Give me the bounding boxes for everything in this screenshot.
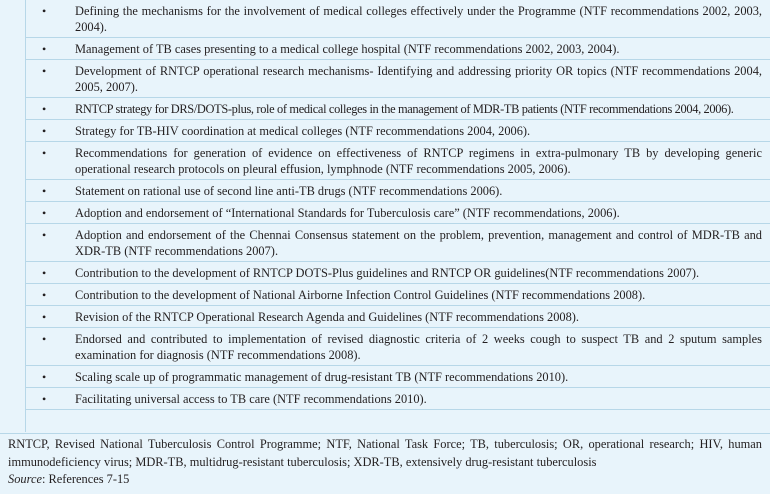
- gutter-rule: [0, 0, 26, 432]
- item-text: Adoption and endorsement of “International Standards for Tuberculosis care” (NTF recommendations, 2006).: [75, 206, 620, 220]
- bullet-icon: •: [42, 392, 47, 406]
- item-text: RNTCP strategy for DRS/DOTS-plus, role of medical colleges in the management of MDR-TB patients (NTF recommendations 2004, 2006).: [75, 102, 734, 116]
- item-text: Contribution to the development of RNTCP DOTS-Plus guidelines and RNTCP OR guidelines(NTF recommendations 2007).: [75, 266, 700, 280]
- bullet-icon: •: [42, 146, 47, 160]
- list-item: [25, 120, 770, 142]
- source-label: Source: [8, 472, 42, 486]
- list-item: [25, 180, 770, 202]
- item-text: Management of TB cases presenting to a medical college hospital (NTF recommendations 2002, 2003, 2004).: [75, 42, 620, 56]
- bullet-icon: •: [42, 124, 47, 138]
- list-item: [25, 388, 770, 410]
- item-text: Strategy for TB-HIV coordination at medical colleges (NTF recommendations 2004, 2006).: [75, 124, 531, 138]
- bullet-icon: •: [42, 266, 47, 280]
- item-text: Scaling scale up of programmatic management of drug-resistant TB (NTF recommendations 2010).: [75, 370, 569, 384]
- bullet-icon: •: [42, 310, 47, 324]
- item-text: Recommendations for generation of evidence on effectiveness of RNTCP regimens in extra-pulmonary TB by developing generic operational research protocols on pleural effusion, lymphnode (NTF recommendations 2005, 2006).: [75, 146, 762, 176]
- item-text: Endorsed and contributed to implementation of revised diagnostic criteria of 2 weeks cough to suspect TB and 2 sputum samples examination for diagnosis (NTF recommendations 2008).: [75, 332, 762, 362]
- bullet-icon: •: [42, 206, 47, 220]
- list-item: [25, 306, 770, 328]
- item-text: Revision of the RNTCP Operational Research Agenda and Guidelines (NTF recommendations 2008).: [75, 310, 580, 324]
- list-item: [25, 38, 770, 60]
- list-item: [25, 284, 770, 306]
- item-text: Statement on rational use of second line anti-TB drugs (NTF recommendations 2006).: [75, 184, 503, 198]
- list-item: [25, 202, 770, 224]
- list-item: [25, 262, 770, 284]
- list-item: [25, 142, 770, 180]
- left-gutter: [0, 0, 25, 432]
- source-text: : References 7-15: [41, 472, 130, 486]
- list-item: [25, 328, 770, 366]
- item-text: Development of RNTCP operational research mechanisms- Identifying and addressing priority OR topics (NTF recommendations 2004, 2005, 2007).: [75, 64, 762, 94]
- bullet-icon: •: [42, 228, 47, 242]
- item-text: Contribution to the development of National Airborne Infection Control Guidelines (NTF recommendations 2008).: [75, 288, 646, 302]
- bullet-icon: •: [42, 4, 47, 18]
- source-note: [8, 471, 762, 489]
- item-text: Facilitating universal access to TB care (NTF recommendations 2010).: [75, 392, 427, 406]
- item-text: Defining the mechanisms for the involvement of medical colleges effectively under the Programme (NTF recommendations 2002, 2003, 2004).: [75, 4, 762, 34]
- list-item: [25, 224, 770, 262]
- bullet-icon: •: [42, 42, 47, 56]
- bullet-icon: •: [42, 64, 47, 78]
- bullet-icon: •: [42, 370, 47, 384]
- list-item: [25, 98, 770, 120]
- recommendations-list: [25, 0, 770, 410]
- bullet-icon: •: [42, 332, 47, 346]
- list-item: [25, 60, 770, 98]
- list-item: [25, 0, 770, 38]
- abbreviations-note: RNTCP, Revised National Tuberculosis Control Programme; NTF, National Task Force; TB, tuberculosis; OR, operational research; HIV, human immunodeficiency virus; MDR-TB, multidrug-resistant tuberculosis; XDR-TB, extensively drug-resistant tuberculosis: [8, 437, 762, 469]
- bullet-icon: •: [42, 288, 47, 302]
- table-footnote: [0, 433, 770, 489]
- bullet-icon: •: [42, 102, 46, 116]
- bullet-icon: •: [42, 184, 47, 198]
- list-item: [25, 366, 770, 388]
- item-text: Adoption and endorsement of the Chennai Consensus statement on the problem, prevention, management and control of MDR-TB and XDR-TB (NTF recommendations 2007).: [75, 228, 762, 258]
